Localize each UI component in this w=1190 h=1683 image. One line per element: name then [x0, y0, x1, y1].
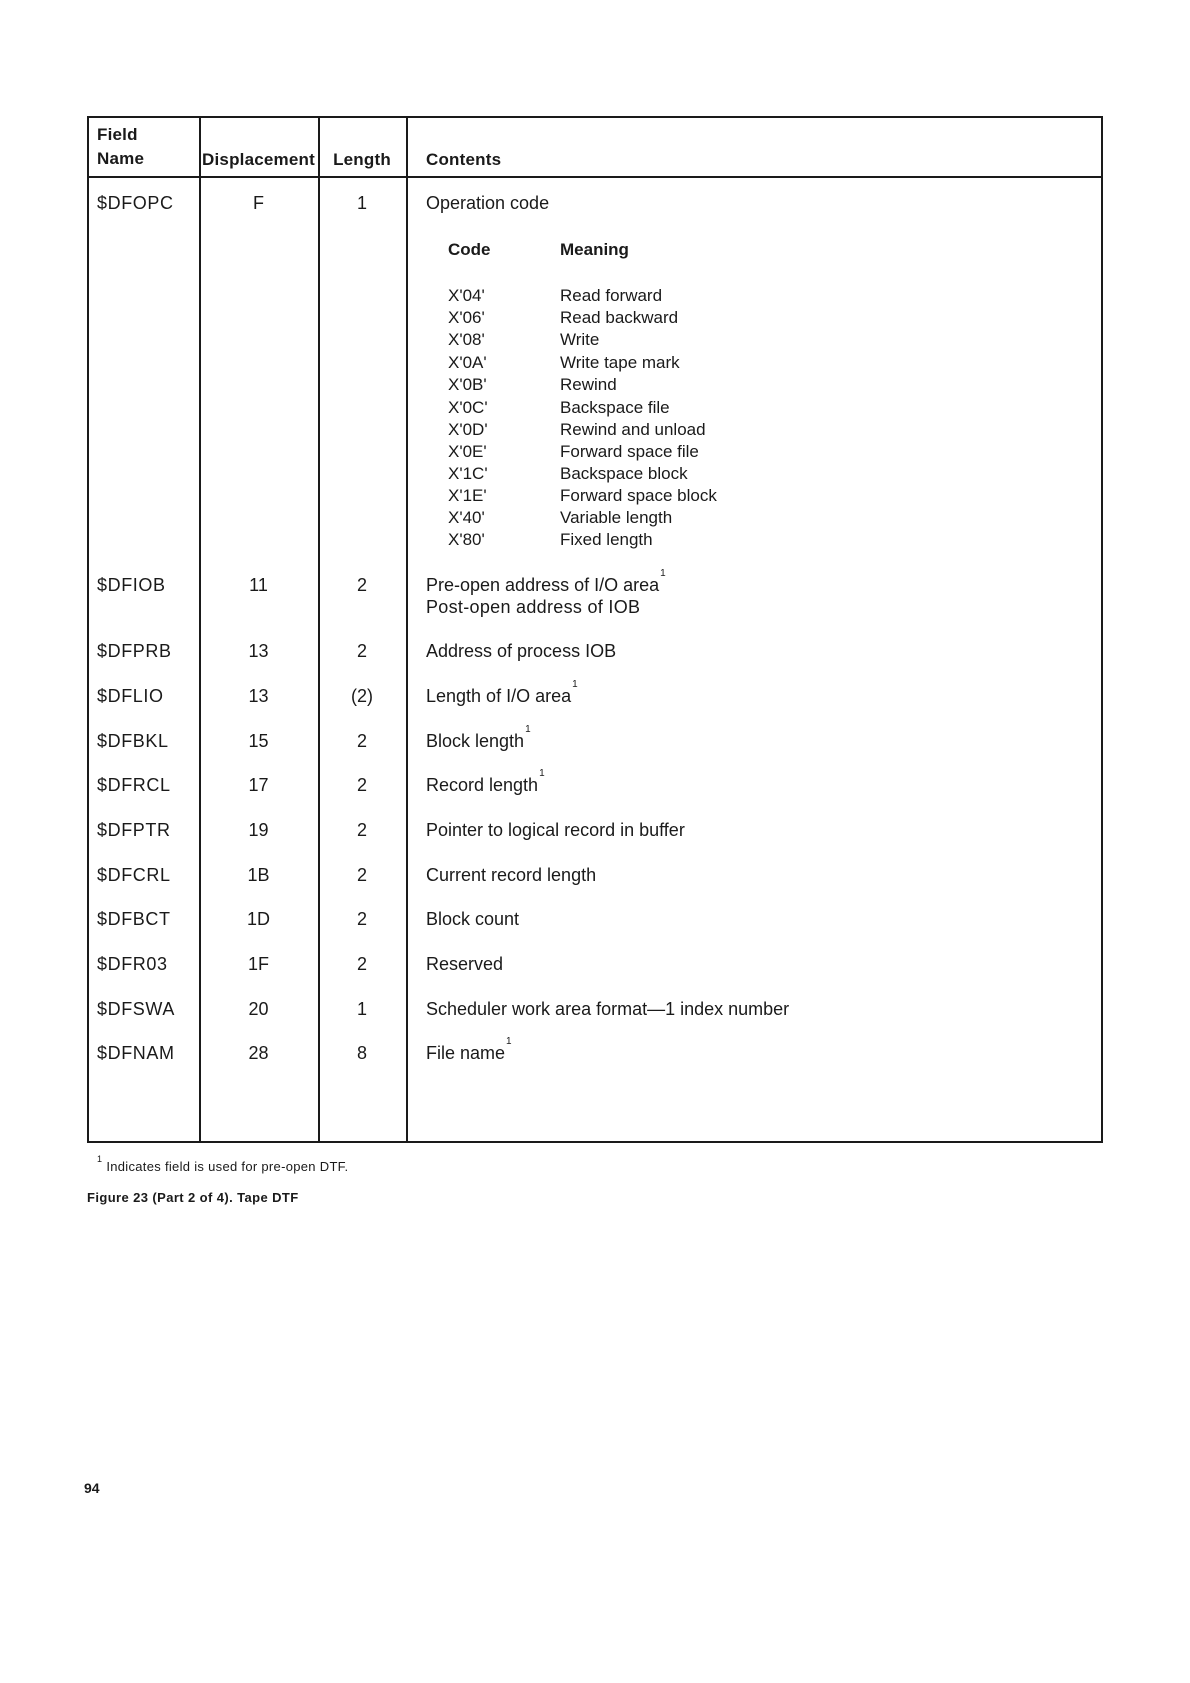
table-row: [89, 639, 1101, 663]
table-row: [89, 191, 1101, 215]
displacement-value: 1B: [247, 865, 270, 885]
footnote-marker: 1: [572, 679, 578, 690]
contents-text: Block length$^1$: [426, 724, 531, 751]
displacement-value: 20: [248, 999, 269, 1019]
op-code: X'08': [448, 330, 485, 349]
op-meaning: Write: [560, 330, 600, 349]
code-row: [89, 506, 1101, 530]
length-value: 2: [356, 909, 367, 929]
header-field-line1: Field: [97, 125, 138, 144]
displacement-value: 19: [248, 820, 269, 840]
table-row: [89, 997, 1101, 1021]
op-meaning: Backspace block: [560, 464, 688, 483]
footnote-marker: 1: [539, 768, 545, 779]
contents-text: Block count: [426, 909, 520, 929]
table-row: [89, 568, 1101, 597]
table-row: [89, 1036, 1101, 1065]
figure-caption: Figure 23 (Part 2 of 4). Tape DTF: [87, 1190, 299, 1205]
footnote-text: Indicates field is used for pre-open DTF.: [106, 1159, 349, 1174]
op-code: X'0A': [448, 353, 487, 372]
length-value: (2): [351, 686, 373, 706]
op-code: X'1E': [448, 486, 487, 505]
displacement-value: 11: [249, 575, 268, 595]
op-meaning: Read forward: [560, 286, 663, 305]
field-name: $DFNAM: [97, 1043, 175, 1063]
table-row: [89, 679, 1101, 708]
table-row: [89, 768, 1101, 797]
header-length: Length: [333, 150, 391, 169]
contents-text: File name$^1$: [426, 1036, 512, 1063]
contents-text: Current record length: [426, 865, 597, 885]
contents-text: Record length$^1$: [426, 768, 545, 795]
op-meaning: Fixed length: [560, 530, 653, 549]
displacement-value: 28: [248, 1043, 269, 1063]
table-row: [89, 818, 1101, 842]
code-row: [89, 528, 1101, 552]
op-meaning: Rewind and unload: [560, 420, 706, 439]
displacement-value: 15: [248, 731, 269, 751]
length-value: 2: [356, 775, 367, 795]
code-row: [89, 306, 1101, 330]
contents-text: Length of I/O area$^1$: [426, 679, 578, 706]
field-name: $DFBKL: [97, 731, 169, 751]
op-code: X'0D': [448, 420, 488, 439]
table-row: [89, 863, 1101, 887]
code-row: [89, 484, 1101, 508]
displacement-value: 17: [248, 775, 269, 795]
length-value: 2: [356, 641, 367, 661]
op-code: X'06': [448, 308, 485, 327]
contents-text: Reserved: [426, 954, 504, 974]
displacement-value: 13: [248, 641, 269, 661]
displacement-value: 1F: [247, 954, 269, 974]
op-meaning: Rewind: [560, 375, 617, 394]
code-row: [89, 418, 1101, 442]
code-row: [89, 328, 1101, 352]
length-value: 2: [356, 954, 367, 974]
op-meaning: Write tape mark: [560, 353, 680, 372]
code-row: [89, 440, 1101, 464]
code-row: [89, 351, 1101, 375]
column-divider: [406, 118, 408, 1141]
op-meaning: Variable length: [560, 508, 673, 527]
length-value: 2: [356, 865, 367, 885]
displacement-value: 1D: [246, 909, 270, 929]
length-value: 2: [356, 575, 367, 595]
footnote-marker: 1: [97, 1153, 103, 1164]
field-name: $DFOPC: [97, 193, 174, 213]
length-value: 1: [356, 999, 367, 1019]
op-meaning: Read backward: [560, 308, 679, 327]
field-name: $DFPTR: [97, 820, 171, 840]
dtf-field-table: [87, 116, 1103, 1143]
table-row: [89, 952, 1101, 976]
code-row: [89, 284, 1101, 308]
header-divider: [89, 176, 1101, 178]
contents-text: Scheduler work area format—1 index number: [426, 999, 790, 1019]
length-value: 2: [356, 820, 367, 840]
op-code: X'40': [448, 508, 485, 527]
field-name: $DFCRL: [97, 865, 171, 885]
contents-text: Pre-open address of I/O area$^1$: [426, 568, 666, 595]
field-name: $DFIOB: [97, 575, 166, 595]
field-name: $DFPRB: [97, 641, 172, 661]
field-name: $DFR03: [97, 954, 168, 974]
contents-text: Address of process IOB: [426, 641, 617, 661]
header-contents: Contents: [426, 150, 502, 169]
footnote-marker: 1: [525, 724, 531, 735]
contents-text: Operation code: [426, 193, 550, 213]
displacement-value: 13: [248, 686, 269, 706]
field-name: $DFSWA: [97, 999, 175, 1019]
field-name: $DFLIO: [97, 686, 164, 706]
op-code: X'0C': [448, 398, 488, 417]
table-row: [89, 907, 1101, 931]
column-divider: [318, 118, 320, 1141]
op-meaning: Forward space block: [560, 486, 717, 505]
table-footnote: [97, 1153, 349, 1176]
length-value: 2: [356, 731, 367, 751]
op-code: X'0B': [448, 375, 487, 394]
table-row: [89, 724, 1101, 753]
page-number: 94: [84, 1480, 100, 1496]
code-row: [89, 396, 1101, 420]
code-row: [89, 373, 1101, 397]
op-meaning: Backspace file: [560, 398, 670, 417]
code-column-header: Code: [448, 240, 491, 259]
field-name: $DFBCT: [97, 909, 171, 929]
code-row: [89, 462, 1101, 486]
meaning-column-header: Meaning: [560, 240, 629, 259]
header-field-name: Name: [97, 149, 145, 168]
op-code: X'0E': [448, 442, 487, 461]
op-meaning: Forward space file: [560, 442, 699, 461]
footnote-marker: 1: [506, 1036, 512, 1047]
length-value: 1: [356, 193, 367, 213]
op-code: X'04': [448, 286, 485, 305]
contents-second-line: Post-open address of IOB: [426, 597, 641, 617]
op-code: X'1C': [448, 464, 488, 483]
contents-text: Pointer to logical record in buffer: [426, 820, 685, 840]
displacement-value: F: [253, 193, 264, 213]
op-code: X'80': [448, 530, 485, 549]
length-value: 8: [356, 1043, 367, 1063]
header-displacement: Displacement: [202, 150, 315, 169]
field-name: $DFRCL: [97, 775, 171, 795]
footnote-marker: 1: [660, 568, 666, 579]
column-divider: [199, 118, 201, 1141]
